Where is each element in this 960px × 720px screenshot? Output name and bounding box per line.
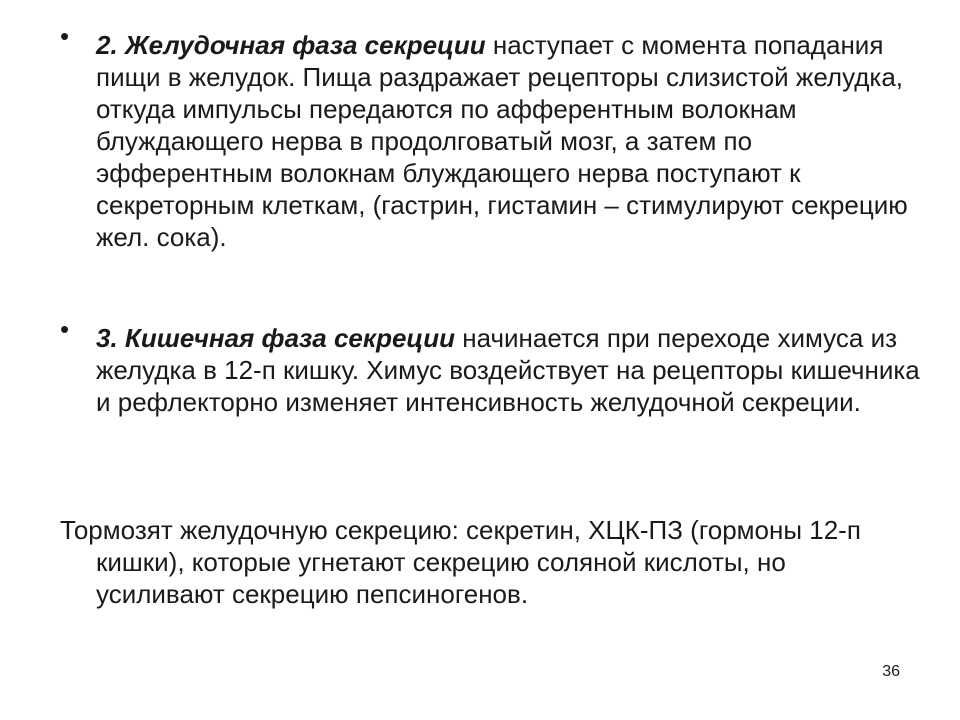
bullet-body: начинается при переходе химуса из желудка в 12-п кишку. Химус воздействует на рецепторы кишечника и рефлекторно изменяет интенсивность желудочной секреции. (96, 323, 920, 417)
bullet-icon: • (60, 314, 70, 344)
bullet-lead: 3. Кишечная фаза секреции (96, 323, 455, 353)
bullet-text (96, 29, 926, 253)
page-number: 36 (882, 663, 900, 680)
bullet-body: наступает с момента попадания пищи в желудок. Пища раздражает рецепторы слизистой желудка, откуда импульсы передаются по афферентным волокнам блуждающего нерва в продолговатый мозг, а затем по эфферентным волокнам блуждающего нерва поступают к секреторным клеткам, (гастрин, гистамин – стимулируют секрецию жел. сока). (96, 30, 908, 252)
inhibition-paragraph: Тормозят желудочную секрецию: секретин, ХЦК-ПЗ (гормоны 12-п кишки), которые угнетают секрецию соляной кислоты, но усиливают секрецию пепсиногенов. (60, 515, 861, 609)
bullet-text (96, 322, 926, 418)
bullet-lead: 2. Желудочная фаза секреции (96, 30, 486, 60)
bullet-icon: • (60, 21, 70, 51)
